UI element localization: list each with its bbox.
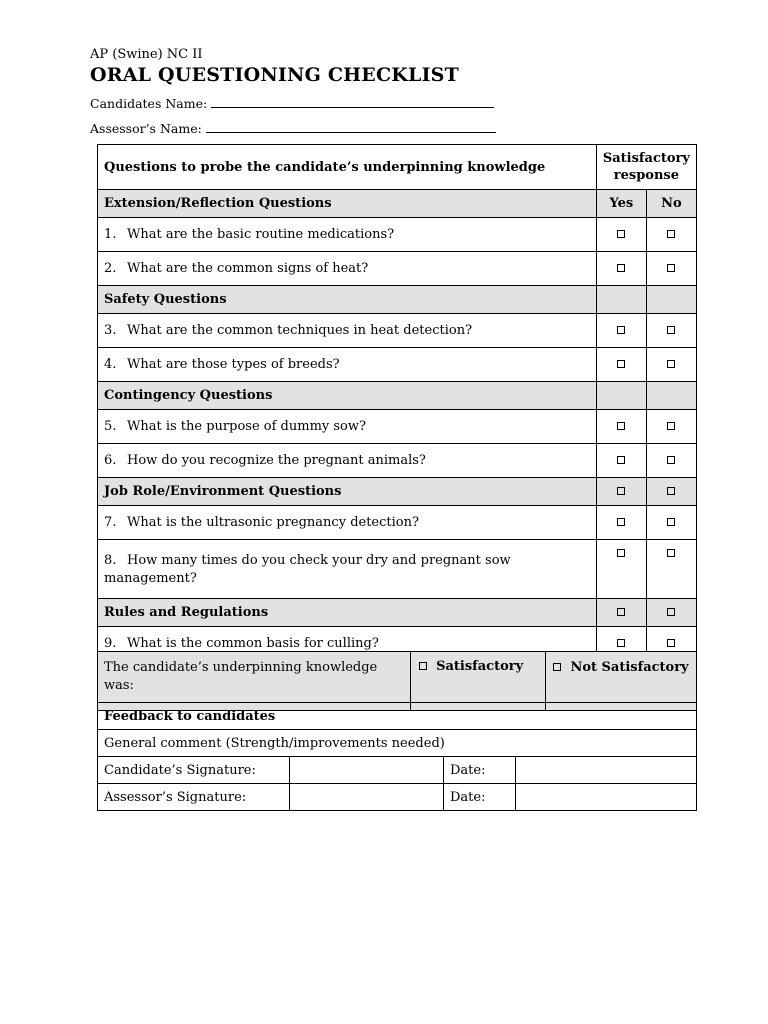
question-number: 4. xyxy=(104,357,117,372)
no-checkbox[interactable] xyxy=(646,348,696,382)
question-cell xyxy=(98,314,597,348)
section-title: Rules and Regulations xyxy=(98,599,597,627)
assessor-name-label: Assessor’s Name: xyxy=(90,121,202,136)
section-title: Extension/Reflection Questions xyxy=(98,190,597,218)
section-row xyxy=(98,599,697,627)
checkbox-icon[interactable] xyxy=(617,639,625,647)
yes-checkbox[interactable] xyxy=(596,410,646,444)
question-number: 5. xyxy=(104,419,117,434)
candidate-name-label: Candidates Name: xyxy=(90,96,208,111)
candidate-date-label: Date: xyxy=(444,757,516,784)
section-yes-checkbox[interactable] xyxy=(596,599,646,627)
question-cell xyxy=(98,506,597,540)
general-comment-row xyxy=(98,730,697,757)
section-no-checkbox[interactable] xyxy=(646,478,696,506)
candidate-signature-field[interactable] xyxy=(290,757,444,784)
yes-checkbox[interactable] xyxy=(596,252,646,286)
question-text: What is the purpose of dummy sow? xyxy=(127,419,366,434)
checkbox-icon[interactable] xyxy=(667,326,675,334)
section-title: Contingency Questions xyxy=(98,382,597,410)
checkbox-icon[interactable] xyxy=(667,549,675,557)
checkbox-icon[interactable] xyxy=(667,360,675,368)
question-number: 7. xyxy=(104,515,117,530)
question-cell xyxy=(98,410,597,444)
yes-header: Yes xyxy=(596,190,646,218)
checkbox-icon[interactable] xyxy=(617,230,625,238)
question-text: How many times do you check your dry and pregnant sow management? xyxy=(104,553,511,586)
assessor-signature-field[interactable] xyxy=(290,784,444,811)
no-checkbox[interactable] xyxy=(646,252,696,286)
question-text: What are the basic routine medications? xyxy=(127,227,395,242)
checkbox-icon[interactable] xyxy=(617,360,625,368)
no-checkbox[interactable] xyxy=(646,218,696,252)
assessor-signature-row xyxy=(98,784,697,811)
assessor-name-field[interactable] xyxy=(206,121,496,133)
candidate-signature-row xyxy=(98,757,697,784)
yes-checkbox[interactable] xyxy=(596,314,646,348)
not-satisfactory-label: Not Satisfactory xyxy=(570,660,689,675)
checkbox-icon[interactable] xyxy=(617,326,625,334)
questions-table xyxy=(97,144,697,661)
section-no-cell xyxy=(646,286,696,314)
general-comment-field[interactable]: General comment (Strength/improvements needed) xyxy=(98,730,697,757)
question-text: What are those types of breeds? xyxy=(127,357,340,372)
question-row xyxy=(98,506,697,540)
feedback-title: Feedback to candidates xyxy=(98,703,697,730)
section-title: Safety Questions xyxy=(98,286,597,314)
section-no-cell xyxy=(646,382,696,410)
candidate-name-line xyxy=(90,96,494,111)
question-row xyxy=(98,540,697,599)
page-title: ORAL QUESTIONING CHECKLIST xyxy=(90,64,459,86)
no-checkbox[interactable] xyxy=(646,410,696,444)
checkbox-icon[interactable] xyxy=(667,456,675,464)
checkbox-icon[interactable] xyxy=(667,264,675,272)
section-yes-cell xyxy=(596,382,646,410)
checkbox-icon[interactable] xyxy=(617,487,625,495)
question-number: 9. xyxy=(104,636,117,651)
question-text: What are the common techniques in heat detection? xyxy=(127,323,473,338)
yes-checkbox[interactable] xyxy=(596,506,646,540)
no-checkbox[interactable] xyxy=(646,444,696,478)
section-yes-cell xyxy=(596,286,646,314)
section-row xyxy=(98,190,697,218)
assessor-date-label: Date: xyxy=(444,784,516,811)
question-text: What is the common basis for culling? xyxy=(127,636,379,651)
checkbox-icon[interactable] xyxy=(617,549,625,557)
checkbox-icon[interactable] xyxy=(667,639,675,647)
question-row xyxy=(98,348,697,382)
question-cell xyxy=(98,540,597,599)
question-number: 3. xyxy=(104,323,117,338)
yes-checkbox[interactable] xyxy=(596,218,646,252)
assessor-signature-label: Assessor’s Signature: xyxy=(98,784,290,811)
question-cell xyxy=(98,348,597,382)
satisfactory-header: Satisfactory response xyxy=(596,145,696,190)
checkbox-icon[interactable] xyxy=(617,608,625,616)
section-row xyxy=(98,382,697,410)
question-number: 8. xyxy=(104,553,117,568)
section-row xyxy=(98,478,697,506)
candidate-name-field[interactable] xyxy=(211,96,494,108)
checkbox-icon[interactable] xyxy=(617,264,625,272)
candidate-date-field[interactable] xyxy=(516,757,697,784)
section-row xyxy=(98,286,697,314)
checkbox-icon[interactable] xyxy=(667,230,675,238)
checkbox-icon[interactable] xyxy=(667,608,675,616)
question-cell xyxy=(98,218,597,252)
table-header-row xyxy=(98,145,697,190)
feedback-title-row xyxy=(98,703,697,730)
no-checkbox[interactable] xyxy=(646,506,696,540)
no-checkbox[interactable] xyxy=(646,540,696,599)
question-text: How do you recognize the pregnant animals? xyxy=(127,453,426,468)
candidate-signature-label: Candidate’s Signature: xyxy=(98,757,290,784)
result-label: The candidate’s underpinning knowledge was: xyxy=(98,652,411,711)
feedback-table xyxy=(97,702,697,811)
no-header: No xyxy=(646,190,696,218)
checkbox-icon[interactable] xyxy=(667,518,675,526)
question-number: 6. xyxy=(104,453,117,468)
question-header: Questions to probe the candidate’s underpinning knowledge xyxy=(98,145,597,190)
checkbox-icon[interactable] xyxy=(553,663,561,671)
section-yes-checkbox[interactable] xyxy=(596,478,646,506)
question-row xyxy=(98,444,697,478)
question-row xyxy=(98,410,697,444)
section-no-checkbox[interactable] xyxy=(646,599,696,627)
question-row xyxy=(98,314,697,348)
assessor-date-field[interactable] xyxy=(516,784,697,811)
question-cell xyxy=(98,252,597,286)
document-code: AP (Swine) NC II xyxy=(90,47,203,62)
checkbox-icon[interactable] xyxy=(667,422,675,430)
yes-checkbox[interactable] xyxy=(596,540,646,599)
question-text: What are the common signs of heat? xyxy=(127,261,369,276)
yes-checkbox[interactable] xyxy=(596,348,646,382)
checkbox-icon[interactable] xyxy=(667,487,675,495)
checkbox-icon[interactable] xyxy=(617,518,625,526)
question-text: What is the ultrasonic pregnancy detection? xyxy=(127,515,419,530)
assessor-name-line xyxy=(90,121,496,136)
question-number: 2. xyxy=(104,261,117,276)
question-number: 1. xyxy=(104,227,117,242)
checkbox-icon[interactable] xyxy=(419,662,427,670)
checkbox-icon[interactable] xyxy=(617,422,625,430)
question-row xyxy=(98,218,697,252)
no-checkbox[interactable] xyxy=(646,314,696,348)
section-title: Job Role/Environment Questions xyxy=(98,478,597,506)
question-row xyxy=(98,252,697,286)
satisfactory-label: Satisfactory xyxy=(436,659,524,674)
checkbox-icon[interactable] xyxy=(617,456,625,464)
question-cell xyxy=(98,444,597,478)
yes-checkbox[interactable] xyxy=(596,444,646,478)
